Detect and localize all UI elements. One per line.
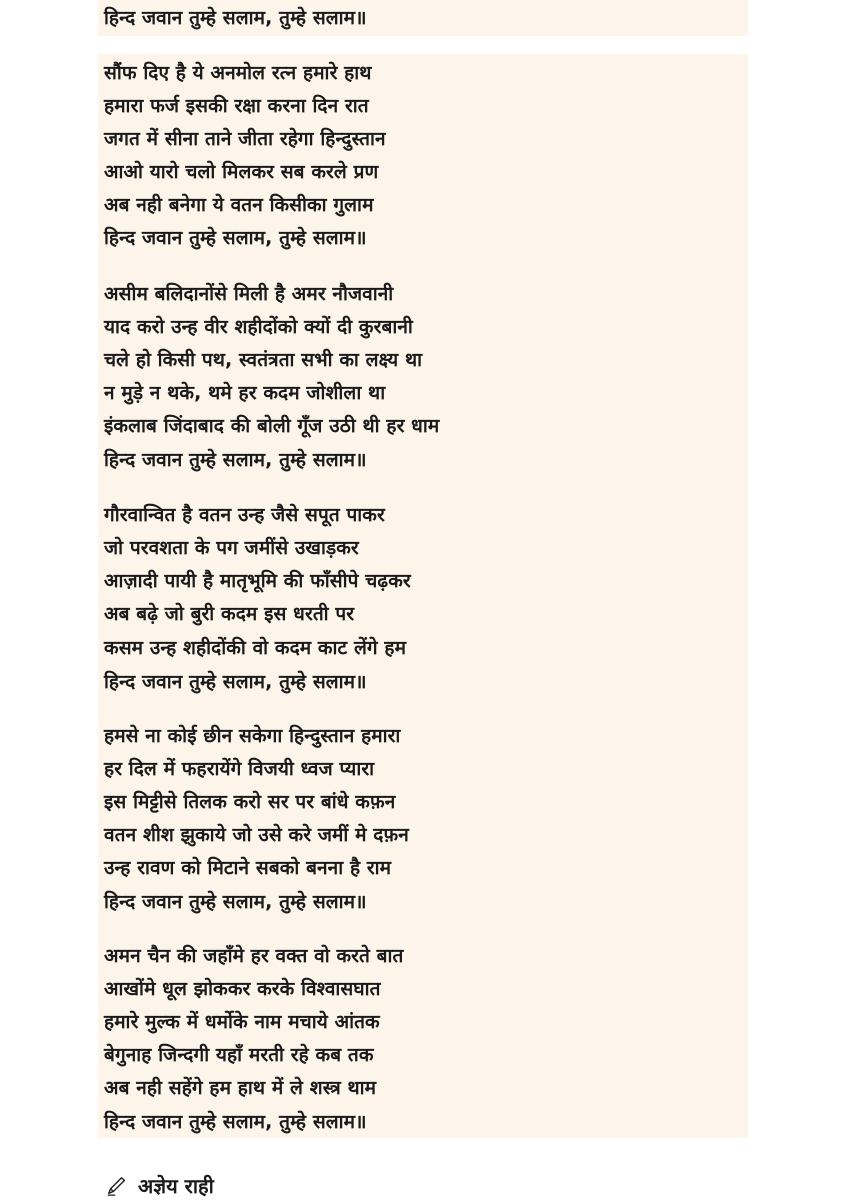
poem-refrain-top: हिन्द जवान तुम्हे सलाम, तुम्हे सलाम॥ [104,7,367,29]
stanza-4-line-4: वतन शीश झुकाये जो उसे करे जमीं मे दफ़न [104,824,409,846]
stanza-5-refrain: हिन्द जवान तुम्हे सलाम, तुम्हे सलाम॥ [104,1111,367,1133]
stanza-1-line-2: हमारा फर्ज इसकी रक्षा करना दिन रात [104,95,369,117]
stanza-5-line-5: अब नही सहेंगे हम हाथ में ले शस्त्र थाम [104,1077,377,1099]
stanza-2-line-2: याद करो उन्ह वीर शहीदोंको क्यों दी कुरबानी [104,316,413,338]
stanza-4-line-5: उन्ह रावण को मिटाने सबको बनना है राम [104,857,392,879]
author-signature [106,1172,214,1199]
stanza-2-line-4: न मुड़े न थके, थमे हर कदम जोशीला था [104,382,386,404]
stanza-3-refrain: हिन्द जवान तुम्हे सलाम, तुम्हे सलाम॥ [104,671,367,693]
stanza-4-line-2: हर दिल में फहरायेंगे विजयी ध्वज प्यारा [104,758,375,780]
stanza-1-line-4: आओ यारो चलो मिलकर सब करले प्रण [104,161,379,183]
pen-icon [106,1175,128,1197]
stanza-4-line-1: हमसे ना कोई छीन सकेगा हिन्दुस्तान हमारा [104,725,401,747]
stanza-2-line-1: असीम बलिदानोंसे मिली है अमर नौजवानी [104,283,394,305]
stanza-3-line-1: गौरवान्वित है वतन उन्ह जैसे सपूत पाकर [104,504,385,526]
stanza-4-refrain: हिन्द जवान तुम्हे सलाम, तुम्हे सलाम॥ [104,891,367,913]
stanza-5-line-3: हमारे मुल्क में धर्मोके नाम मचाये आंतक [104,1011,380,1033]
stanza-2-line-5: इंकलाब जिंदाबाद की बोली गूँज उठी थी हर धाम [104,415,440,437]
author-name: अज्ञेय राही [138,1174,214,1198]
stanza-1-line-5: अब नही बनेगा ये वतन किसीका गुलाम [104,194,374,216]
stanza-5-line-1: अमन चैन की जहाँमे हर वक्त वो करते बात [104,945,404,967]
stanza-1-line-1: सौंफ दिए है ये अनमोल रत्न हमारे हाथ [104,62,372,84]
stanza-4-line-3: इस मिट्टीसे तिलक करो सर पर बांधे कफ़न [104,791,396,813]
stanza-5-line-2: आखोंमे धूल झोककर करके विश्वासघात [104,978,381,1000]
stanza-1-line-3: जगत में सीना ताने जीता रहेगा हिन्दुस्तान [104,128,386,150]
stanza-2-line-3: चले हो किसी पथ, स्वतंत्रता सभी का लक्ष्य था [104,349,423,371]
stanza-3-line-4: अब बढ़े जो बुरी कदम इस धरती पर [104,603,355,625]
stanza-1-refrain: हिन्द जवान तुम्हे सलाम, तुम्हे सलाम॥ [104,227,367,249]
stanza-3-line-5: कसम उन्ह शहीदोंकी वो कदम काट लेंगे हम [104,637,407,659]
stanza-3-line-2: जो परवशता के पग जमींसे उखाड़कर [104,537,359,559]
stanza-3-line-3: आज़ादी पायी है मातृभूमि की फाँसीपे चढ़कर [104,570,411,592]
stanza-5-line-4: बेगुनाह जिन्दगी यहाँ मरती रहे कब तक [104,1044,374,1066]
stanza-2-refrain: हिन्द जवान तुम्हे सलाम, तुम्हे सलाम॥ [104,449,367,471]
